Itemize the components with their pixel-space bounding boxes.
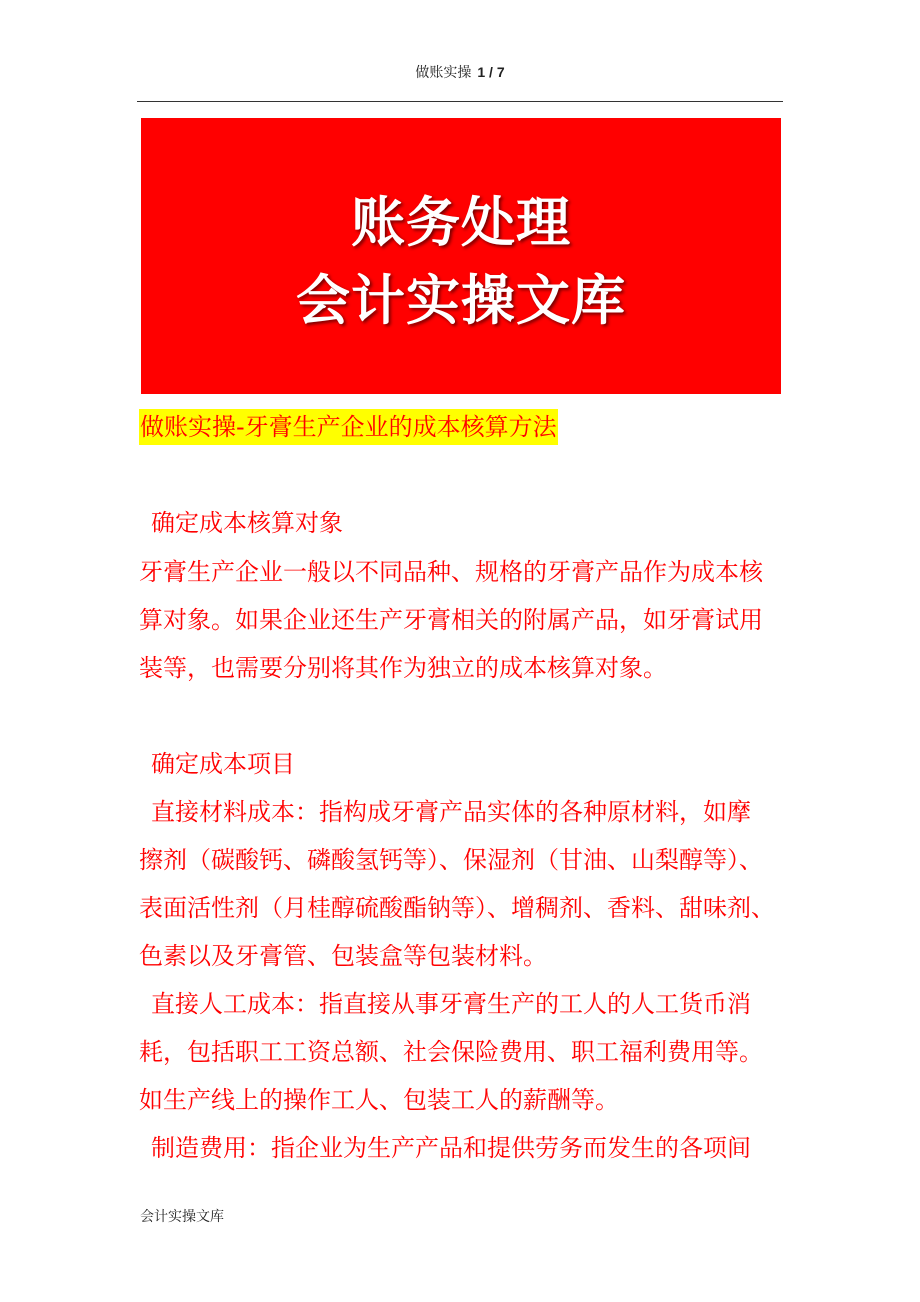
document-title: 做账实操-牙膏生产企业的成本核算方法 xyxy=(139,409,558,445)
paragraph-line: 直接人工成本：指直接从事牙膏生产的工人的人工货币消 xyxy=(151,990,751,1018)
paragraph-line: 牙膏生产企业一般以不同品种、规格的牙膏产品作为成本核 xyxy=(139,558,763,586)
paragraph-line: 装等，也需要分别将其作为独立的成本核算对象。 xyxy=(139,654,667,682)
page-footer: 会计实操文库 xyxy=(140,1209,224,1225)
section-heading: 确定成本核算对象 xyxy=(151,509,343,537)
header-title: 做账实操 xyxy=(415,65,472,81)
cover-banner xyxy=(141,118,781,394)
paragraph-line: 表面活性剂（月桂醇硫酸酯钠等）、增稠剂、香料、甜味剂、 xyxy=(139,894,775,922)
paragraph-line: 如生产线上的操作工人、包装工人的薪酬等。 xyxy=(139,1086,619,1114)
paragraph-line: 算对象。如果企业还生产牙膏相关的附属产品，如牙膏试用 xyxy=(139,606,763,634)
section-heading: 确定成本项目 xyxy=(151,750,295,778)
page-header xyxy=(0,62,920,82)
paragraph-line: 耗，包括职工工资总额、社会保险费用、职工福利费用等。 xyxy=(139,1038,763,1066)
paragraph-line: 色素以及牙膏管、包装盒等包装材料。 xyxy=(139,942,547,970)
page-number: 1 / 7 xyxy=(477,64,505,80)
banner-line-2: 会计实操文库 xyxy=(296,269,626,332)
header-divider xyxy=(137,101,783,102)
paragraph-line: 直接材料成本：指构成牙膏产品实体的各种原材料，如摩 xyxy=(151,798,751,826)
paragraph-line: 擦剂（碳酸钙、磷酸氢钙等）、保湿剂（甘油、山梨醇等）、 xyxy=(139,846,763,874)
banner-line-1: 账务处理 xyxy=(351,191,571,254)
paragraph-line: 制造费用：指企业为生产产品和提供劳务而发生的各项间 xyxy=(151,1134,751,1162)
